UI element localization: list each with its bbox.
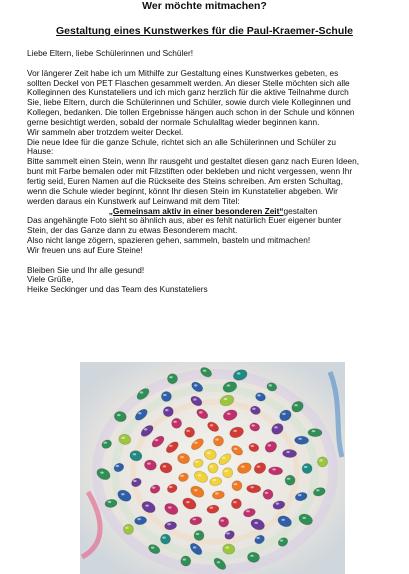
painted-stone <box>308 428 322 436</box>
stone-highlight <box>257 466 261 468</box>
stone-highlight <box>234 483 238 485</box>
signature: Heike Seckinger und das Team des Kunstateliers <box>27 284 208 295</box>
stone-highlight <box>312 430 316 432</box>
stone-highlight <box>251 445 255 447</box>
stone-highlight <box>108 501 112 503</box>
painted-stone <box>282 449 296 457</box>
stone-highlight <box>227 413 231 415</box>
stone-highlight <box>133 453 137 455</box>
paragraph-line: Vor längerer Zeit habe ich um Mithilfe zur Gestaltung eines Kunstwerkes gebeten, es <box>27 67 339 78</box>
stone-highlight <box>121 493 125 495</box>
stone-highlight <box>257 394 261 396</box>
stone-highlight <box>280 539 284 541</box>
paragraph-line: Bitte sammelt einen Stein, wenn Ihr rausgeht und gestaltet diesen ganz nach Euren Ideen, <box>27 156 360 167</box>
paragraph-line: Also nicht lange zögern, spazieren gehen, sammeln, basteln und mitmachen! <box>27 235 311 246</box>
stone-highlight <box>220 520 224 522</box>
stone-highlight <box>298 494 302 496</box>
stone-highlight <box>133 480 137 482</box>
paragraph-line: Wir freuen uns auf Eure Steine! <box>27 244 143 255</box>
stone-highlight <box>193 546 197 548</box>
stone-highlight <box>186 501 190 503</box>
stone-highlight <box>169 376 173 378</box>
stone-highlight <box>274 426 278 428</box>
page-subtitle: Gestaltung eines Kunstwerkes für die Paul-Kraemer-Schule <box>55 25 353 37</box>
stone-highlight <box>193 398 197 400</box>
stone-highlight <box>199 411 203 413</box>
greeting: Liebe Eltern, liebe Schülerinnen und Schüler! <box>27 48 194 58</box>
paragraph-line: gerne besichtigt werden, sobald der normale Schulalltag wieder beginnen kann. <box>27 116 320 127</box>
stone-highlight <box>180 456 184 458</box>
stone-highlight <box>233 501 237 503</box>
stone-highlight <box>304 466 308 468</box>
stone-highlight <box>165 409 169 411</box>
stones-photo <box>80 362 345 574</box>
stone-highlight <box>234 448 238 450</box>
stone-highlight <box>210 424 214 426</box>
stone-highlight <box>265 492 269 494</box>
stone-highlight <box>319 459 323 461</box>
stone-highlight <box>256 537 260 539</box>
stone-highlight <box>194 442 198 444</box>
painted-stone <box>184 427 195 438</box>
stone-highlight <box>167 523 171 525</box>
paragraph-line: wenn die Schule wieder beginnt, könnt Ihr diesen Stein im Kunstatelier abgeben. Wir <box>27 185 338 196</box>
stone-highlight <box>198 474 202 476</box>
stone-highlight <box>294 404 298 406</box>
stone-highlight <box>298 438 302 440</box>
stone-highlight <box>203 370 207 372</box>
paragraph-line: fertig seid, Euren Namen auf die Rückseite des Steins schreiben. Am ersten Schultag, <box>27 175 343 186</box>
stone-highlight <box>152 487 156 489</box>
stone-highlight <box>195 461 199 463</box>
stone-highlight <box>144 428 148 430</box>
paragraph-line: Das angehängte Foto sieht so ähnlich aus, aber es fehlt natürlich Euer eigener bunter <box>27 215 342 226</box>
stone-highlight <box>287 478 291 480</box>
stone-highlight <box>212 479 216 481</box>
paragraph-line: Sie, liebe Eltern, durch die Schülerinnen und Schüler, sowie durch viele Kolleginnen und <box>27 97 351 108</box>
closing-line: Bleiben Sie und Ihr alle gesund! <box>27 264 145 275</box>
stone-highlight <box>168 506 172 508</box>
stone-highlight <box>183 558 187 560</box>
stone-highlight <box>224 398 228 400</box>
stone-highlight <box>163 465 167 467</box>
painted-stone <box>294 436 308 444</box>
stone-highlight <box>116 465 120 467</box>
stone-highlight <box>100 472 104 474</box>
stone-highlight <box>145 505 149 507</box>
stone-highlight <box>162 537 166 539</box>
stone-highlight <box>151 547 155 549</box>
stone-highlight <box>269 384 273 386</box>
stone-highlight <box>217 561 221 563</box>
stone-highlight <box>138 412 142 414</box>
stone-highlight <box>122 437 126 439</box>
stone-highlight <box>215 438 219 440</box>
paragraph-line: Kollegen, bedanken. Die tollen Ergebnisse hängen auch schon in der Schule und können <box>27 107 355 118</box>
stone-highlight <box>173 421 177 423</box>
stone-highlight <box>250 486 254 488</box>
stone-highlight <box>140 391 144 393</box>
stone-highlight <box>193 518 197 520</box>
stone-highlight <box>237 372 241 374</box>
painted-stone <box>171 418 182 429</box>
stone-highlight <box>196 533 200 535</box>
stone-highlight <box>254 522 258 524</box>
stone-highlight <box>117 414 121 416</box>
stone-highlight <box>169 486 173 488</box>
paragraph-line: werden daraus ein Kunstwerk auf Leinwand mit dem Titel: <box>27 195 240 206</box>
stone-highlight <box>226 547 230 549</box>
stone-highlight <box>252 408 256 410</box>
stone-highlight <box>316 489 320 491</box>
painted-stone <box>213 436 224 447</box>
stone-highlight <box>233 430 237 432</box>
stone-highlight <box>276 503 280 505</box>
stone-highlight <box>226 532 230 534</box>
stone-highlight <box>194 489 198 491</box>
stone-highlight <box>155 439 159 441</box>
stone-highlight <box>210 465 214 467</box>
stone-highlight <box>286 451 290 453</box>
paragraph-line: Kolleginnen des Kunstateliers und ich mich ganz herzlich für die aktive Teilnahme durch <box>27 87 349 98</box>
stone-highlight <box>103 442 107 444</box>
artwork-title-suffix: gestalten <box>283 205 318 216</box>
painted-stone <box>161 391 172 402</box>
stone-highlight <box>222 457 226 459</box>
paragraph-line: Wir sammeln aber trotzdem weiter Deckel. <box>27 126 184 137</box>
stone-highlight <box>227 384 231 386</box>
stone-highlight <box>207 452 211 454</box>
painted-stone <box>247 484 261 492</box>
paragraph-line: Hause: <box>27 146 54 157</box>
stone-highlight <box>268 444 272 446</box>
stone-highlight <box>251 424 255 426</box>
painted-stones-image <box>80 362 345 574</box>
stone-highlight <box>194 384 198 386</box>
paragraph-line: Die neue Idee für die ganze Schule, richtet sich an alle Schülerinnen und Schüler zu <box>27 136 337 147</box>
paragraph-line: bunt mit Farbe bemalen oder mit Filzstiften oder bekleben und nicht vergessen, wenn Ihr <box>27 166 353 177</box>
stone-highlight <box>272 468 276 470</box>
stone-highlight <box>282 413 286 415</box>
painted-stone <box>163 406 174 417</box>
closing-line: Viele Grüße, <box>27 274 74 285</box>
stone-highlight <box>241 466 245 468</box>
paragraph-line: Stein, der das Ganze dann zu etwas Besonderem macht. <box>27 225 238 236</box>
stone-highlight <box>163 394 167 396</box>
stone-highlight <box>180 475 184 477</box>
stone-highlight <box>169 445 173 447</box>
stone-highlight <box>281 519 285 521</box>
stone-highlight <box>186 430 190 432</box>
stone-highlight <box>210 507 214 509</box>
stone-highlight <box>125 527 129 529</box>
stone-highlight <box>246 510 250 512</box>
stone-highlight <box>137 518 141 520</box>
stone-highlight <box>250 555 254 557</box>
stone-highlight <box>215 492 219 494</box>
painted-stone <box>167 373 178 384</box>
stone-highlight <box>302 517 306 519</box>
artwork-title: „Gemeinsam aktiv in einer besonderen Zeit“ <box>108 205 284 216</box>
letter-body <box>27 49 399 295</box>
page-title: Wer möchte mitmachen? <box>142 0 267 12</box>
stone-highlight <box>224 470 228 472</box>
painted-stone <box>268 467 282 475</box>
paragraph-line: sollten Deckel von PET Flaschen gesammelt werden. An dieser Stelle möchten sich alle <box>27 77 350 88</box>
stone-highlight <box>147 463 151 465</box>
